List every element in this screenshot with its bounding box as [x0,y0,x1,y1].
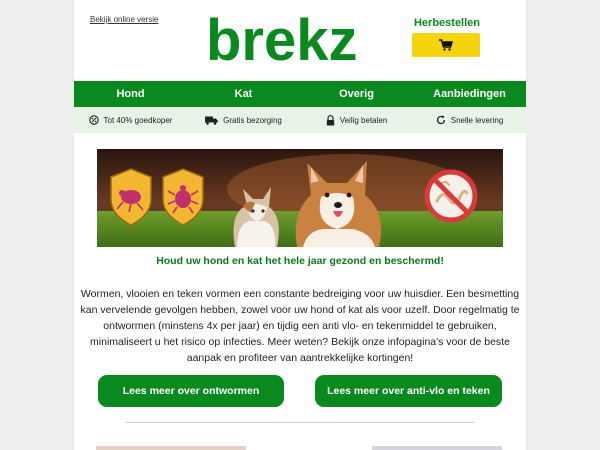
truck-icon [205,116,218,125]
percent-icon [89,115,99,125]
nav-item-overig[interactable]: Overig [339,88,374,100]
hero-banner[interactable] [97,149,503,247]
reorder-cart-button[interactable] [412,33,480,57]
usp-label-secure: Veilig betalen [339,115,388,125]
main-nav [74,81,526,107]
section-divider [126,422,474,423]
lock-icon [326,115,335,126]
read-more-deworming-button[interactable]: Lees meer over ontwormen [98,375,284,407]
usp-label-shipping: Gratis bezorging [223,115,282,125]
usp-bar [74,107,526,133]
refresh-icon [436,115,446,125]
usp-item-secure [300,115,413,126]
reorder-label[interactable]: Herbestellen [413,17,481,29]
usp-label-delivery: Snelle levering [450,115,504,125]
nav-item-kat[interactable]: Kat [234,88,253,100]
usp-item-discount [74,115,187,125]
read-more-flea-tick-button[interactable]: Lees meer over anti-vlo en teken [315,375,502,407]
view-online-link[interactable]: Bekijk online versie [90,15,159,24]
next-section-image-right [372,446,502,450]
usp-item-delivery [413,115,526,125]
cart-icon [439,39,453,51]
next-section-image-left [96,446,246,450]
email-header [74,0,526,81]
no-worms-icon [427,172,475,220]
usp-label-discount: Tot 40% goedkoper [103,115,173,125]
usp-item-shipping [187,116,300,125]
content-headline: Houd uw hond en kat het hele jaar gezond en beschermd! [156,255,444,267]
reorder-block [412,17,482,57]
nav-item-hond[interactable]: Hond [116,88,145,100]
logo-text: brekz [206,8,358,70]
nav-item-aanbiedingen[interactable]: Aanbiedingen [433,88,506,100]
content-body: Wormen, vlooien en teken vormen een constante bedreiging voor uw huisdier. Een besmetting kan vervelende gevolgen hebben, zowel voor uw hond of kat als voor uzelf. Door regelmatig te ontwormen (minstens 4x per jaar) en tijdig een anti vlo- en tekenmiddel te gebruiken, minimaliseert u het risico op infecties. Meer weten? Bekijk onze infopagina's voor de beste aanpak en profiteer van aantrekkelijke kortingen! [80,288,520,364]
brekz-logo[interactable] [206,8,374,75]
email-container [74,0,526,450]
